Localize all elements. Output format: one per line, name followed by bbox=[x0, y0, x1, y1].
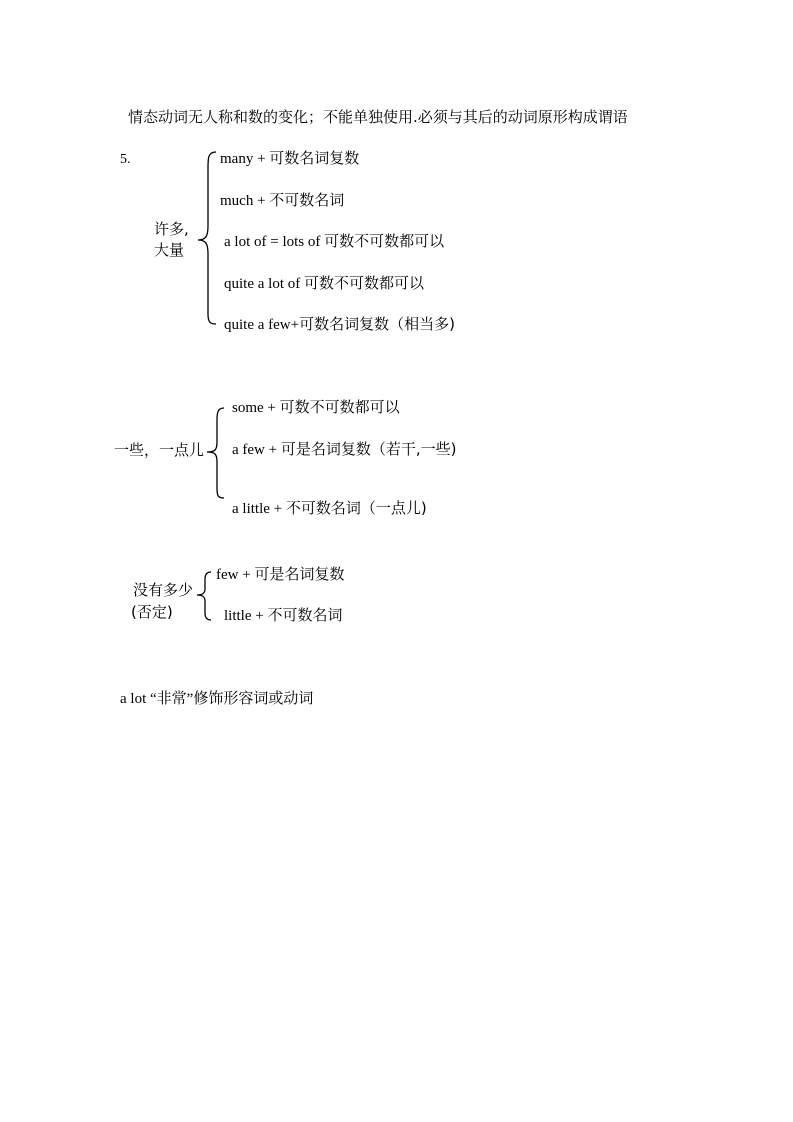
item-cn: 可数名词复数（相当多) bbox=[299, 315, 455, 333]
item-en: quite a lot of bbox=[224, 276, 304, 292]
group-few-item-little bbox=[224, 608, 342, 624]
item-en: a lot of = lots of bbox=[224, 234, 325, 250]
note-cn: 修饰形容词或动词 bbox=[193, 689, 314, 707]
section5-label-line1: 许多, bbox=[154, 220, 189, 238]
item-en: many + bbox=[220, 151, 270, 167]
group-few-label-line2: (否定) bbox=[131, 603, 173, 621]
group-few-label-line1: 没有多少 bbox=[133, 581, 194, 599]
section5-item-quite-a-lot-of bbox=[224, 276, 424, 292]
section5-item-quite-a-few bbox=[224, 317, 455, 333]
item-cn: 可是名词复数（若干,一些) bbox=[280, 440, 457, 458]
group-some-item-a-few bbox=[232, 442, 456, 458]
section5-brace bbox=[194, 148, 220, 328]
item-en: a little + bbox=[232, 501, 286, 517]
item-cn: 不可数名词（一点儿) bbox=[285, 499, 427, 517]
section-number: 5. bbox=[120, 152, 131, 167]
item-cn: 可数名词复数 bbox=[269, 149, 360, 167]
item-cn: 可数不可数都可以 bbox=[324, 232, 445, 250]
item-en: little + bbox=[224, 608, 268, 624]
item-en: a few + bbox=[232, 442, 281, 458]
item-cn: 可数不可数都可以 bbox=[303, 274, 424, 292]
note-a-lot bbox=[120, 691, 313, 707]
note-en: a lot “非常” bbox=[120, 691, 194, 707]
group-few-brace bbox=[194, 568, 214, 624]
item-cn: 可数不可数都可以 bbox=[279, 398, 400, 416]
group-few-item-few bbox=[216, 567, 344, 583]
section5-label-line2: 大量 bbox=[154, 241, 185, 259]
item-cn: 不可数名词 bbox=[267, 606, 343, 624]
item-en: some + bbox=[232, 400, 280, 416]
item-en: few + bbox=[216, 567, 255, 583]
group-some-brace bbox=[204, 404, 226, 502]
item-cn: 可是名词复数 bbox=[254, 565, 345, 583]
section5-item-many bbox=[220, 151, 359, 167]
section5-item-much bbox=[220, 193, 344, 209]
item-en: much + bbox=[220, 193, 270, 209]
section5-item-a-lot-of bbox=[224, 234, 444, 250]
group-some-item-a-little bbox=[232, 501, 427, 517]
group-some-label: 一些，一点儿 bbox=[114, 441, 205, 459]
item-en: quite a few+ bbox=[224, 317, 300, 333]
group-some-item-some bbox=[232, 400, 400, 416]
item-cn: 不可数名词 bbox=[269, 191, 345, 209]
intro-text: 情态动词无人称和数的变化；不能单独使用.必须与其后的动词原形构成谓语 bbox=[128, 108, 628, 126]
